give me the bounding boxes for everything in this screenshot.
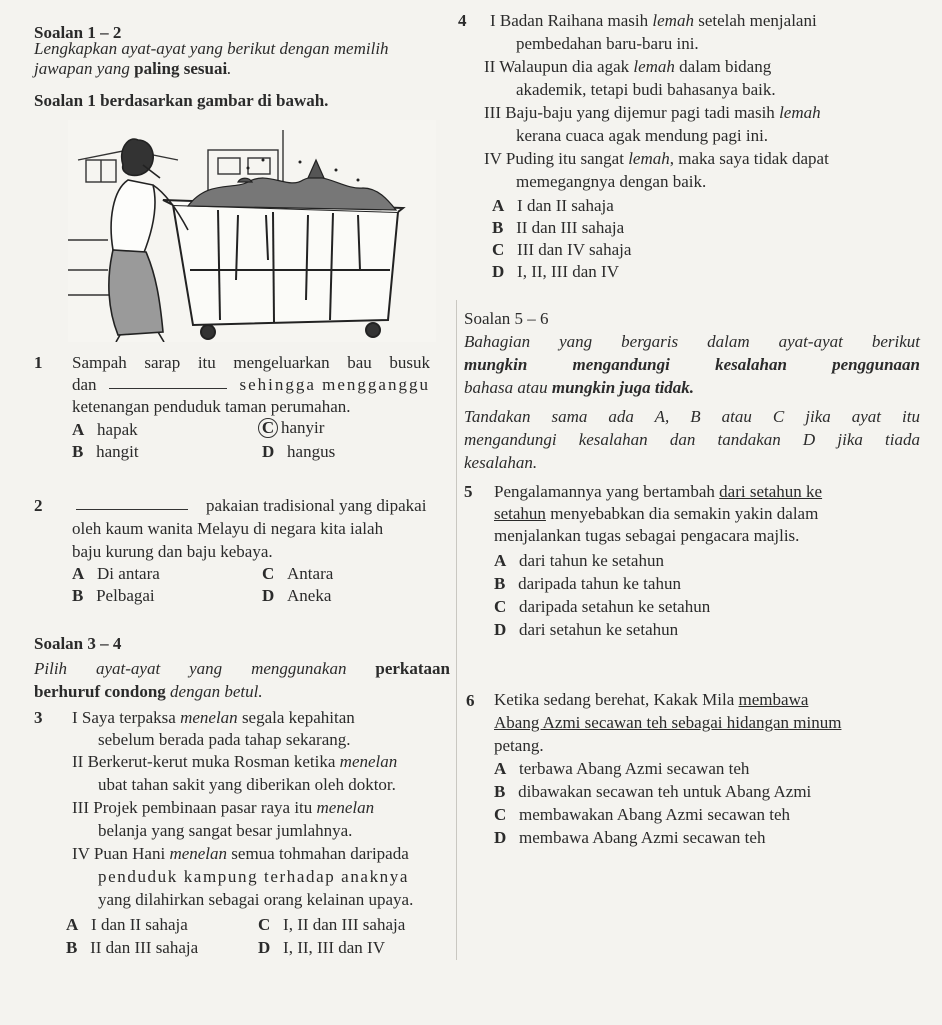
section-3-4-title: Soalan 3 – 4 — [34, 634, 122, 653]
question-2-line-2: oleh kaum wanita Melayu di negara kita ialah — [72, 519, 384, 538]
answer-blank — [109, 374, 227, 389]
question-1-line-3: ketenangan penduduk taman perumahan. — [72, 397, 351, 416]
question-2-option-b[interactable]: B Pelbagai — [72, 586, 155, 605]
question-5-option-a[interactable]: A dari tahun ke setahun — [494, 551, 664, 570]
question-3-option-b[interactable]: B II dan III sahaja — [66, 938, 199, 957]
question-4-statement-1: I Badan Raihana masih lemah setelah menjalani — [490, 11, 817, 30]
question-3-statement-2-cont: ubat tahan sakit yang diberikan oleh doktor. — [98, 775, 396, 794]
question-3-option-a[interactable]: A I dan II sahaja — [66, 915, 188, 934]
question-4-statement-4: IV Puding itu sangat lemah, maka saya tidak dapat — [484, 149, 829, 168]
question-3-statement-1-cont: sebelum berada pada tahap sekarang. — [98, 730, 351, 749]
question-2-option-c[interactable]: C Antara — [262, 564, 334, 583]
section-5-6-instruction-3: bahasa atau mungkin juga tidak. — [464, 378, 695, 397]
garbage-bin-illustration — [68, 120, 436, 342]
question-3-statement-4-cont-2: yang dilahirkan sebagai orang kelainan upaya. — [98, 890, 414, 909]
section-1-2-instruction: Lengkapkan ayat-ayat yang berikut dengan memilih — [34, 39, 389, 58]
section-1-2-instruction-2: jawapan yang paling sesuai. — [34, 59, 232, 78]
question-2-line-3: baju kurung dan baju kebaya. — [72, 542, 273, 561]
question-4-option-d[interactable]: D I, II, III dan IV — [492, 262, 619, 281]
section-5-6-instruction-1: Bahagian yang bergaris dalam ayat-ayat berikut — [464, 332, 920, 351]
garbage-bin-icon — [163, 200, 403, 339]
question-6-option-b[interactable]: B dibawakan secawan teh untuk Abang Azmi — [494, 782, 812, 801]
answer-blank — [76, 495, 188, 510]
question-4-statement-2: II Walaupun dia agak lemah dalam bidang — [484, 57, 772, 76]
question-1-number: 1 — [34, 353, 43, 372]
question-3-option-c[interactable]: C I, II dan III sahaja — [258, 915, 406, 934]
question-3-option-d[interactable]: D I, II, III dan IV — [258, 938, 385, 957]
question-5-option-b[interactable]: B daripada tahun ke tahun — [494, 574, 681, 593]
question-5-option-c[interactable]: C daripada setahun ke setahun — [494, 597, 711, 616]
question-1-option-d[interactable]: D hangus — [262, 442, 336, 461]
question-3-statement-4-cont: penduduk kampung terhadap anaknya — [98, 867, 410, 886]
section-3-4-instruction: Pilih ayat-ayat yang menggunakan perkataan — [34, 659, 450, 678]
question-3-statement-3: III Projek pembinaan pasar raya itu menelan — [72, 798, 375, 817]
question-4-statement-2-cont: akademik, tetapi budi bahasanya baik. — [516, 80, 776, 99]
question-6-option-d[interactable]: D membawa Abang Azmi secawan teh — [494, 828, 766, 847]
section-5-6-instruction-6: kesalahan. — [464, 453, 538, 472]
section-1-2-title: Soalan 1 – 2 — [34, 23, 122, 42]
question-3-statement-1: I Saya terpaksa menelan segala kepahitan — [72, 708, 355, 727]
question-2-option-a[interactable]: A Di antara — [72, 564, 160, 583]
question-6-line-2: Abang Azmi secawan teh sebagai hidangan minum — [494, 713, 842, 732]
question-3-statement-2: II Berkerut-kerut muka Rosman ketika menelan — [72, 752, 398, 771]
question-5-number: 5 — [464, 482, 473, 501]
question-4-option-b[interactable]: B II dan III sahaja — [492, 218, 625, 237]
question-6-option-a[interactable]: A terbawa Abang Azmi secawan teh — [494, 759, 750, 778]
question-4-statement-1-cont: pembedahan baru-baru ini. — [516, 34, 699, 53]
question-6-option-c[interactable]: C membawakan Abang Azmi secawan teh — [494, 805, 790, 824]
question-1-line-1: Sampah sarap itu mengeluarkan bau busuk — [72, 353, 430, 372]
question-1-line-2: dan sehingga mengganggu — [72, 375, 430, 394]
question-3-statement-4: IV Puan Hani menelan semua tohmahan daripada — [72, 844, 409, 863]
question-4-statement-3: III Baju-baju yang dijemur pagi tadi masih lemah — [484, 103, 821, 122]
question-2-option-d[interactable]: D Aneka — [262, 586, 332, 605]
question-5-line-2: setahun menyebabkan dia semakin yakin dalam — [494, 504, 819, 523]
question-4-statement-4-cont: memegangnya dengan baik. — [516, 172, 707, 191]
question-6-line-1: Ketika sedang berehat, Kakak Mila membawa — [494, 690, 809, 709]
question-5-line-1: Pengalamannya yang bertambah dari setahun ke — [494, 482, 823, 501]
question-3-statement-3-cont: belanja yang sangat besar jumlahnya. — [98, 821, 353, 840]
section-3-4-instruction-2: berhuruf condong dengan betul. — [34, 682, 263, 701]
question-6-number: 6 — [466, 691, 475, 710]
question-1-option-c-selected[interactable]: C hanyir — [258, 417, 324, 438]
question-2-number: 2 — [34, 496, 43, 515]
question-1-option-b[interactable]: B hangit — [72, 442, 139, 461]
column-divider — [456, 300, 457, 960]
question-5-option-d[interactable]: D dari setahun ke setahun — [494, 620, 679, 639]
question-4-statement-3-cont: kerana cuaca agak mendung pagi ini. — [516, 126, 769, 145]
question-4-option-c[interactable]: C III dan IV sahaja — [492, 240, 632, 259]
section-5-6-instruction-5: mengandungi kesalahan dan tandakan D jika tiada — [464, 430, 920, 449]
question-2-line-1: pakaian tradisional yang dipakai — [72, 495, 430, 516]
question-6-line-3: petang. — [494, 736, 544, 755]
question-5-line-3: menjalankan tugas sebagai pengacara majlis. — [494, 526, 800, 545]
question-3-number: 3 — [34, 708, 43, 727]
selected-answer-circle: C — [258, 418, 278, 438]
question-1-basis: Soalan 1 berdasarkan gambar di bawah. — [34, 91, 329, 110]
question-1-option-a[interactable]: A hapak — [72, 420, 138, 439]
question-4-option-a[interactable]: A I dan II sahaja — [492, 196, 614, 215]
section-5-6-title: Soalan 5 – 6 — [464, 309, 549, 328]
question-4-number: 4 — [458, 11, 467, 30]
section-5-6-instruction-2: mungkin mengandungi kesalahan penggunaan — [464, 355, 920, 374]
section-5-6-instruction-4: Tandakan sama ada A, B atau C jika ayat itu — [464, 407, 920, 426]
